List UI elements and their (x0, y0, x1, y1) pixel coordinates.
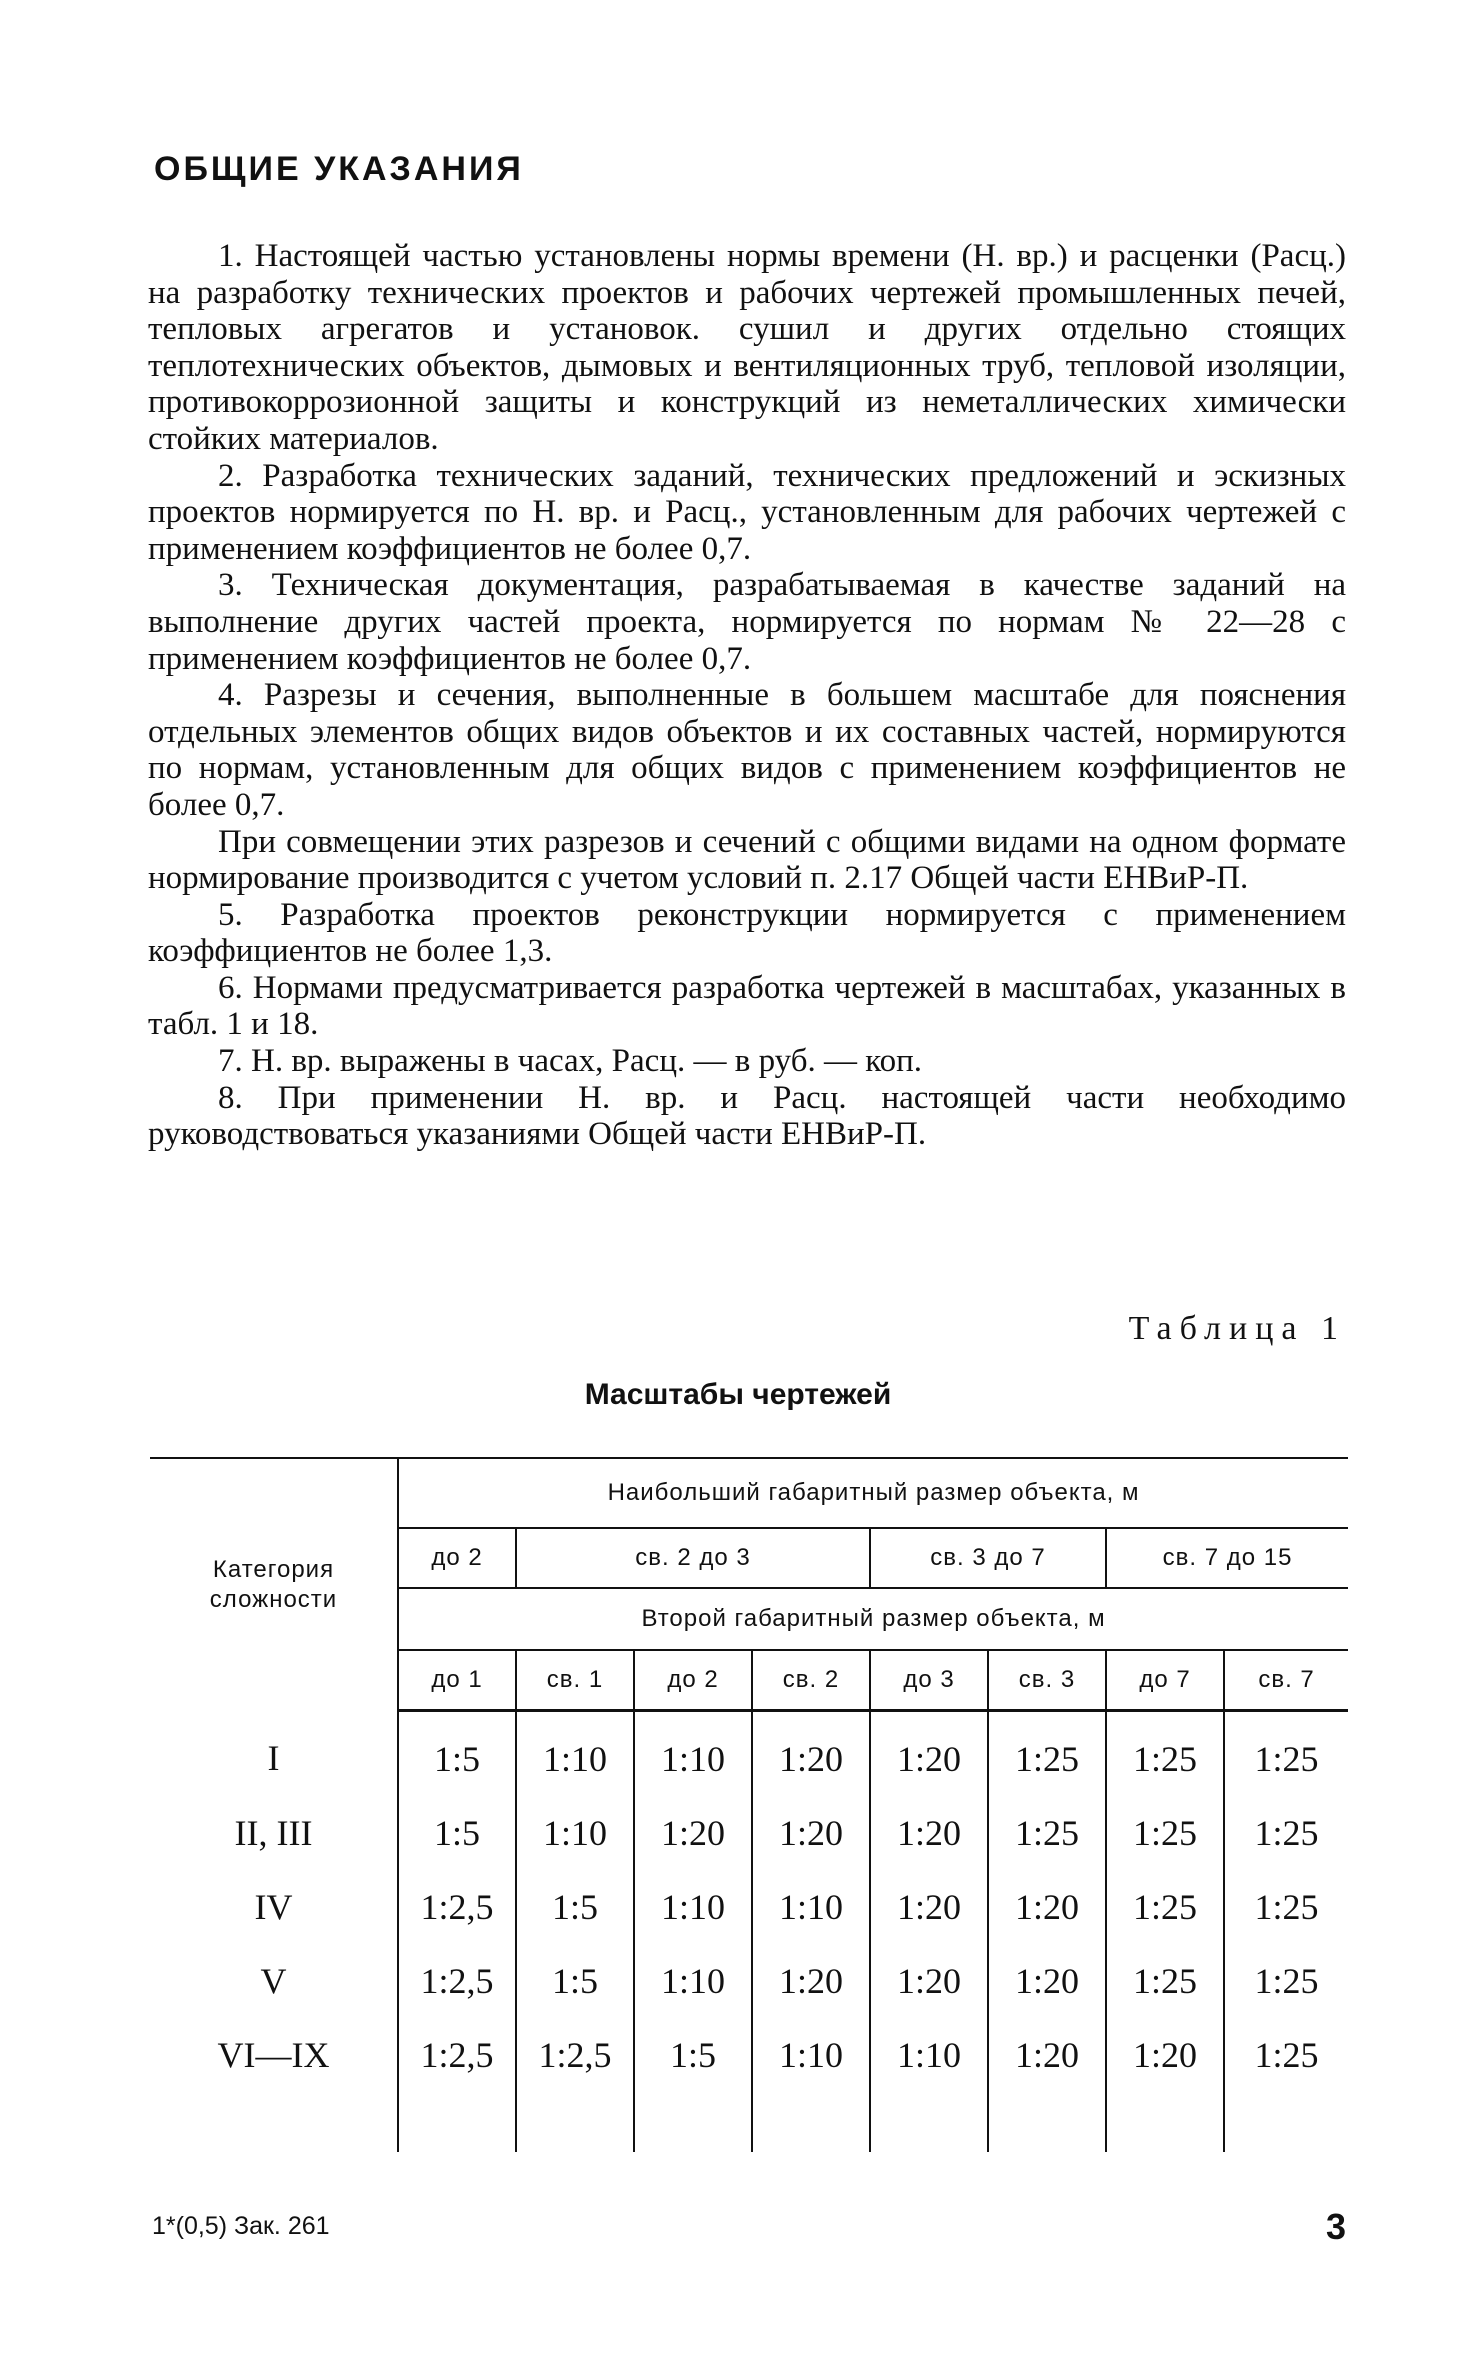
scale-cell: 1:20 (988, 1944, 1106, 2018)
dim2-col: св. 2 (752, 1650, 870, 1711)
scale-cell: 1:20 (634, 1796, 752, 1870)
dim2-col: до 1 (398, 1650, 516, 1711)
scale-cell: 1:25 (1106, 1711, 1224, 1797)
scale-cell: 1:25 (1224, 2018, 1348, 2092)
scale-cell: 1:5 (634, 2018, 752, 2092)
category-cell: II, III (234, 1813, 313, 1853)
scale-cell: 1:25 (988, 1796, 1106, 1870)
scale-cell: 1:20 (870, 1944, 988, 2018)
scale-cell: 1:20 (870, 1870, 988, 1944)
scale-cell: 1:20 (988, 1870, 1106, 1944)
max-dimension-header: Наибольший габаритный размер объекта, м (398, 1458, 1348, 1528)
scale-cell: 1:10 (516, 1711, 634, 1797)
paragraph-1: 1. Настоящей частью установлены нормы времени (Н. вр.) и расценки (Расц.) на разработку технических проектов и рабочих чертежей промышленных печей, тепловых агрегатов и установок. сушил и других отдельно стоящих теплотехнических объектов, дымовых и вентиляционных труб, тепловой изоляции, противокоррозионной защиты и конструкций из неметаллических химически стойких материалов. (148, 238, 1346, 457)
paragraph-4-note: При совмещении этих разрезов и сечений с общими видами на одном формате нормирование производится с учетом условий п. 2.17 Общей части ЕНВиР-П. (148, 823, 1346, 897)
scale-cell: 1:25 (988, 1711, 1106, 1797)
scale-cell: 1:5 (398, 1711, 516, 1797)
scale-cell: 1:20 (870, 1711, 988, 1797)
scale-cell: 1:10 (870, 2018, 988, 2092)
category-header: Категория сложности (150, 1458, 398, 1711)
scale-cell: 1:20 (752, 1944, 870, 2018)
table-row (150, 1796, 1348, 1870)
scale-cell: 1:5 (516, 1944, 634, 2018)
scale-cell: 1:20 (870, 1796, 988, 1870)
dim1-group: св. 2 до 3 (516, 1528, 870, 1588)
table-row (150, 1711, 1348, 1797)
category-cell: VI—IX (217, 2035, 330, 2075)
scale-cell: 1:25 (1224, 1870, 1348, 1944)
scale-cell: 1:25 (1106, 1944, 1224, 2018)
dim1-group: св. 7 до 15 (1106, 1528, 1348, 1588)
scale-cell: 1:25 (1106, 1796, 1224, 1870)
scale-cell: 1:20 (988, 2018, 1106, 2092)
print-order-note: 1*(0,5) Зак. 261 (152, 2212, 330, 2240)
table-row (150, 2018, 1348, 2092)
instructions-body (148, 238, 1346, 1153)
paragraph-6: 6. Нормами предусматривается разработка чертежей в масштабах, указанных в табл. 1 и 18. (148, 969, 1346, 1043)
paragraph-3: 3. Техническая документация, разрабатываемая в качестве заданий на выполнение других частей проекта, нормируется по нормам № 22—28 с применением коэффициентов не более 0,7. (148, 567, 1346, 677)
scale-cell: 1:25 (1106, 1870, 1224, 1944)
scale-cell: 1:25 (1224, 1944, 1348, 2018)
scale-cell: 1:2,5 (516, 2018, 634, 2092)
dim2-col: до 3 (870, 1650, 988, 1711)
dim1-group: св. 3 до 7 (870, 1528, 1106, 1588)
table-label: Таблица 1 (1128, 1310, 1346, 1347)
scale-cell: 1:10 (634, 1870, 752, 1944)
scale-cell: 1:2,5 (398, 2018, 516, 2092)
scale-cell: 1:25 (1224, 1796, 1348, 1870)
paragraph-4: 4. Разрезы и сечения, выполненные в большем масштабе для пояснения отдельных элементов общих видов объектов и их составных частей, нормируются по нормам, установленным для общих видов с применением коэффициентов не более 0,7. (148, 677, 1346, 823)
scale-cell: 1:10 (752, 2018, 870, 2092)
dim2-col: св. 1 (516, 1650, 634, 1711)
scale-cell: 1:10 (634, 1944, 752, 2018)
scale-cell: 1:20 (752, 1711, 870, 1797)
paragraph-5: 5. Разработка проектов реконструкции нормируется с применением коэффициентов не более 1,3. (148, 896, 1346, 970)
dim1-group: до 2 (398, 1528, 516, 1588)
category-cell: I (267, 1738, 280, 1779)
paragraph-2: 2. Разработка технических заданий, технических предложений и эскизных проектов нормируется по Н. вр. и Расц., установленным для рабочих чертежей с применением коэффициентов не более 0,7. (148, 457, 1346, 567)
table-row (150, 1944, 1348, 2018)
dim2-col: до 2 (634, 1650, 752, 1711)
table-row (150, 1870, 1348, 1944)
scale-cell: 1:20 (1106, 2018, 1224, 2092)
scales-table (150, 1457, 1348, 2152)
scale-cell: 1:10 (516, 1796, 634, 1870)
category-cell: V (260, 1961, 287, 2001)
scale-cell: 1:10 (752, 1870, 870, 1944)
scale-cell: 1:2,5 (398, 1870, 516, 1944)
scale-cell: 1:5 (398, 1796, 516, 1870)
table-title: Масштабы чертежей (584, 1378, 892, 1411)
table-spacer-row (150, 2092, 1348, 2152)
scale-cell: 1:2,5 (398, 1944, 516, 2018)
paragraph-8: 8. При применении Н. вр. и Расц. настоящей части необходимо руководствоваться указаниями Общей части ЕНВиР-П. (148, 1079, 1346, 1153)
second-dimension-header: Второй габаритный размер объекта, м (398, 1588, 1348, 1650)
category-cell: IV (254, 1887, 293, 1927)
scale-cell: 1:20 (752, 1796, 870, 1870)
dim2-col: св. 3 (988, 1650, 1106, 1711)
dim2-col: до 7 (1106, 1650, 1224, 1711)
page-number: 3 (1325, 2206, 1346, 2247)
section-heading: ОБЩИЕ УКАЗАНИЯ (154, 150, 524, 188)
dim2-col: св. 7 (1224, 1650, 1348, 1711)
scale-cell: 1:25 (1224, 1711, 1348, 1797)
scale-cell: 1:10 (634, 1711, 752, 1797)
scale-cell: 1:5 (516, 1870, 634, 1944)
paragraph-7: 7. Н. вр. выражены в часах, Расц. — в руб. — коп. (218, 1043, 923, 1080)
